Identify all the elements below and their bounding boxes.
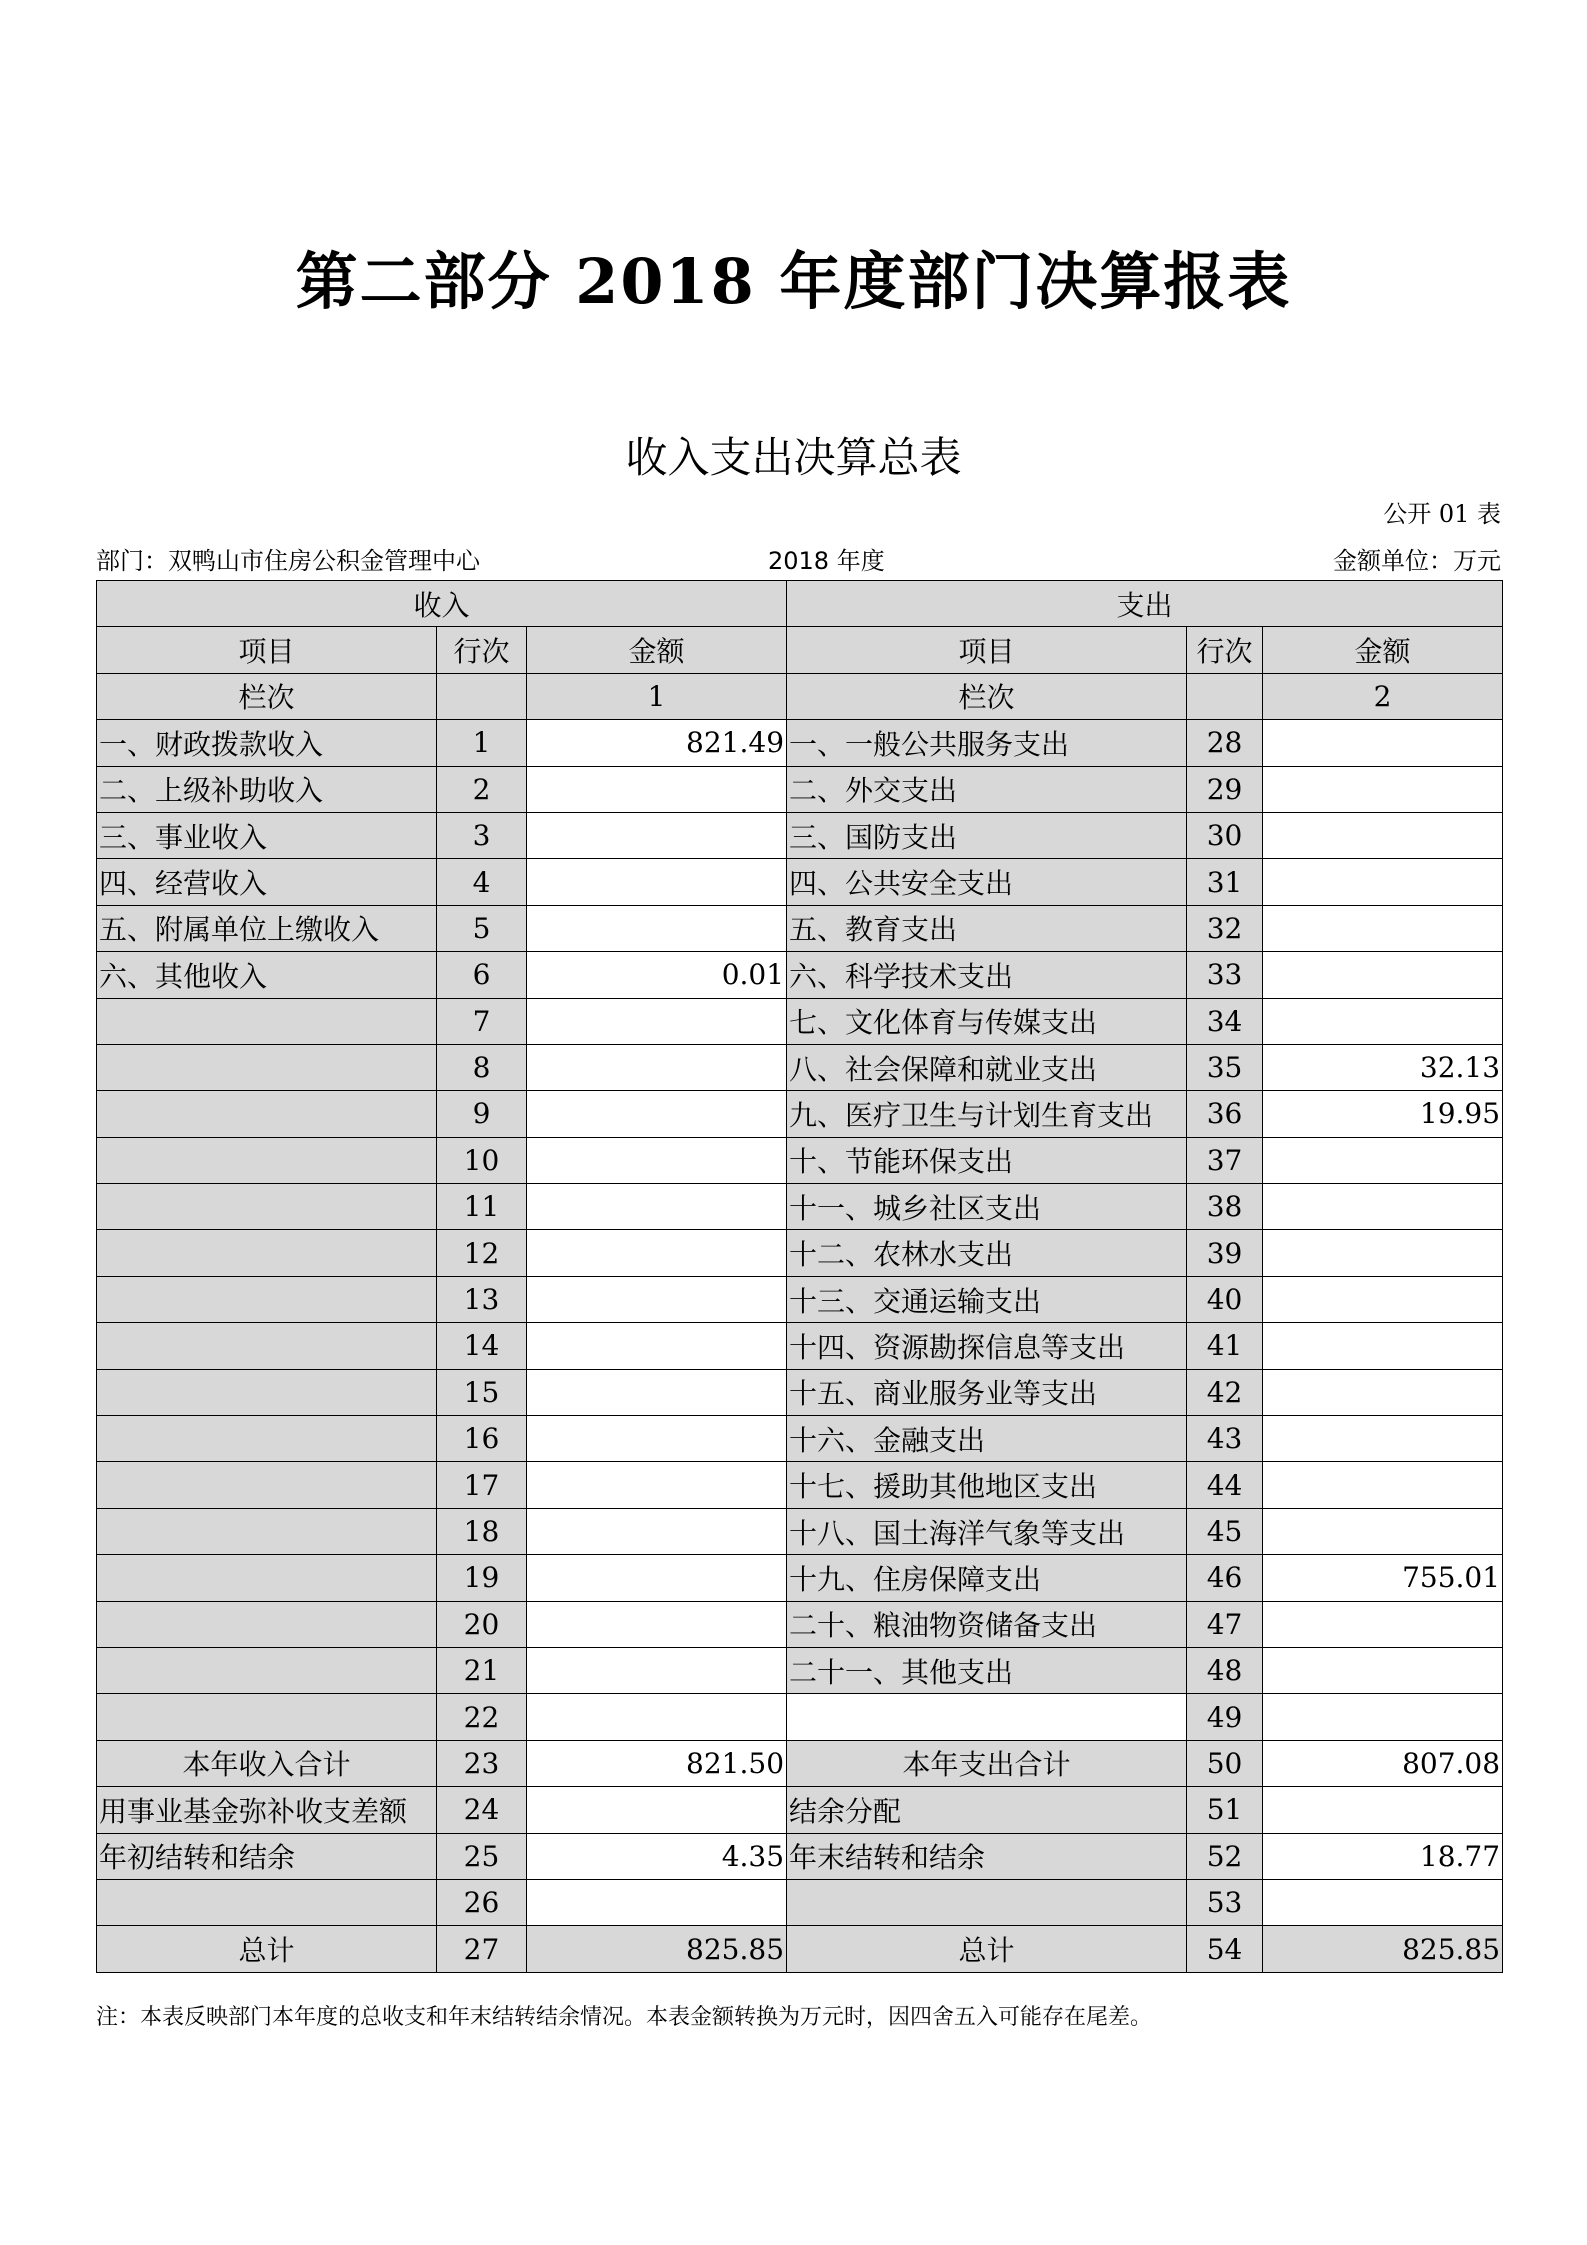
income-line-cell: 21 [437,1647,527,1693]
expense-item-cell: 十二、农林水支出 [787,1230,1187,1276]
expense-line-cell: 39 [1187,1230,1263,1276]
table-title: 收入支出决算总表 [625,433,962,482]
table-row [97,998,1503,1044]
expense-line-cell: 30 [1187,812,1263,858]
income-item-header: 项目 [97,627,437,673]
income-item-cell: 三、事业收入 [97,812,437,858]
expense-item-header: 项目 [787,627,1187,673]
expense-item-cell: 十五、商业服务业等支出 [787,1369,1187,1415]
income-line-cell: 22 [437,1694,527,1740]
table-row [97,720,1503,766]
expense-item-cell: 十七、援助其他地区支出 [787,1462,1187,1508]
income-item-cell [97,1137,437,1183]
expense-line-cell: 34 [1187,998,1263,1044]
expense-amount-cell [1263,1416,1503,1462]
expense-line-header: 行次 [1187,627,1263,673]
expense-amount-cell [1263,1787,1503,1833]
income-item-cell [97,1555,437,1601]
expense-amount-cell [1263,1369,1503,1415]
expense-item-cell: 总计 [787,1926,1187,1972]
expense-line-cell: 37 [1187,1137,1263,1183]
income-item-cell [97,1879,437,1925]
expense-amount-cell [1263,1184,1503,1230]
header-row-section [97,581,1503,627]
income-item-cell [97,1647,437,1693]
table-row [97,766,1503,812]
table-row [97,1694,1503,1740]
form-number: 公开 01 表 [1383,500,1501,528]
income-item-cell: 二、上级补助收入 [97,766,437,812]
expense-line-cell: 35 [1187,1044,1263,1090]
expense-line-cell: 51 [1187,1787,1263,1833]
income-line-cell: 16 [437,1416,527,1462]
income-line-cell: 20 [437,1601,527,1647]
income-line-cell: 2 [437,766,527,812]
expense-line-cell: 50 [1187,1740,1263,1786]
income-amount-cell [527,1508,787,1554]
expense-amount-cell [1263,1601,1503,1647]
income-col-label: 栏次 [97,673,437,719]
expense-item-cell: 十四、资源勘探信息等支出 [787,1323,1187,1369]
expense-amount-cell [1263,1647,1503,1693]
income-line-cell: 4 [437,859,527,905]
footnote: 注：本表反映部门本年度的总收支和年末结转结余情况。本表金额转换为万元时，因四舍五入可能存在尾差。 [96,2005,1153,2030]
income-item-cell [97,1694,437,1740]
total-row [97,1833,1503,1879]
table-row [97,1044,1503,1090]
income-item-cell [97,1044,437,1090]
expense-line-cell: 43 [1187,1416,1263,1462]
table-row [97,952,1503,998]
expense-amount-cell [1263,720,1503,766]
income-line-cell: 11 [437,1184,527,1230]
income-amount-cell [527,812,787,858]
income-amount-cell [527,1044,787,1090]
year-label: 2018 年度 [768,547,885,575]
expense-item-cell: 十、节能环保支出 [787,1137,1187,1183]
income-amount-cell [527,1787,787,1833]
expense-item-cell: 年末结转和结余 [787,1833,1187,1879]
table-row [97,1230,1503,1276]
expense-item-cell [787,1879,1187,1925]
department-label: 部门：双鸭山市住房公积金管理中心 [96,547,480,575]
expense-amount-cell [1263,905,1503,951]
main-title: 第二部分 2018 年度部门决算报表 [295,245,1292,318]
income-line-cell: 6 [437,952,527,998]
expense-line-cell: 38 [1187,1184,1263,1230]
expense-line-cell: 46 [1187,1555,1263,1601]
expense-line-cell: 33 [1187,952,1263,998]
income-item-cell [97,1369,437,1415]
income-amount-cell [527,1555,787,1601]
table-row [97,905,1503,951]
income-amount-cell [527,1879,787,1925]
expense-item-cell: 七、文化体育与传媒支出 [787,998,1187,1044]
expense-amount-cell: 18.77 [1263,1833,1503,1879]
table-row [97,1601,1503,1647]
expense-header: 支出 [787,581,1503,627]
income-line-header: 行次 [437,627,527,673]
expense-item-cell: 十三、交通运输支出 [787,1276,1187,1322]
income-amount-cell [527,1276,787,1322]
income-line-cell: 17 [437,1462,527,1508]
income-amount-cell [527,998,787,1044]
expense-amount-cell: 825.85 [1263,1926,1503,1972]
income-item-cell [97,1230,437,1276]
expense-item-cell: 三、国防支出 [787,812,1187,858]
income-amount-cell [527,1601,787,1647]
income-item-cell: 四、经营收入 [97,859,437,905]
income-amount-cell: 821.50 [527,1740,787,1786]
income-amount-cell: 0.01 [527,952,787,998]
expense-amount-cell [1263,1230,1503,1276]
expense-line-cell: 41 [1187,1323,1263,1369]
expense-col-label: 栏次 [787,673,1187,719]
expense-amount-cell: 19.95 [1263,1091,1503,1137]
income-line-cell: 8 [437,1044,527,1090]
income-item-cell [97,1508,437,1554]
table-row [97,812,1503,858]
income-amount-cell [527,1091,787,1137]
income-item-cell: 用事业基金弥补收支差额 [97,1787,437,1833]
expense-item-cell: 六、科学技术支出 [787,952,1187,998]
income-amount-cell: 821.49 [527,720,787,766]
total-row [97,1879,1503,1925]
income-expense-table [96,580,1503,1973]
income-item-cell [97,1184,437,1230]
income-amount-cell [527,1694,787,1740]
income-amount-cell [527,1462,787,1508]
income-line-cell: 1 [437,720,527,766]
income-line-cell: 24 [437,1787,527,1833]
income-amount-cell [527,1184,787,1230]
income-line-cell: 26 [437,1879,527,1925]
expense-line-cell: 31 [1187,859,1263,905]
expense-line-cell: 48 [1187,1647,1263,1693]
income-col-blank [437,673,527,719]
income-header: 收入 [97,581,787,627]
expense-line-cell: 32 [1187,905,1263,951]
expense-line-cell: 52 [1187,1833,1263,1879]
expense-item-cell: 九、医疗卫生与计划生育支出 [787,1091,1187,1137]
table-row [97,1137,1503,1183]
expense-item-cell: 十九、住房保障支出 [787,1555,1187,1601]
expense-item-cell: 二十一、其他支出 [787,1647,1187,1693]
income-item-cell [97,998,437,1044]
income-amount-cell: 4.35 [527,1833,787,1879]
income-item-cell [97,1462,437,1508]
expense-col-blank [1187,673,1263,719]
income-line-cell: 13 [437,1276,527,1322]
table-row [97,1276,1503,1322]
expense-amount-cell [1263,1137,1503,1183]
income-item-cell: 一、财政拨款收入 [97,720,437,766]
income-amount-cell [527,1137,787,1183]
income-amount-header: 金额 [527,627,787,673]
expense-item-cell: 本年支出合计 [787,1740,1187,1786]
table-row [97,1647,1503,1693]
expense-amount-cell: 807.08 [1263,1740,1503,1786]
expense-amount-cell [1263,859,1503,905]
expense-line-cell: 29 [1187,766,1263,812]
expense-line-cell: 45 [1187,1508,1263,1554]
total-row [97,1740,1503,1786]
expense-item-cell: 十八、国土海洋气象等支出 [787,1508,1187,1554]
table-row [97,1508,1503,1554]
income-line-cell: 19 [437,1555,527,1601]
income-line-cell: 9 [437,1091,527,1137]
expense-amount-cell: 755.01 [1263,1555,1503,1601]
unit-label: 金额单位：万元 [1333,547,1501,575]
income-amount-cell [527,1323,787,1369]
table-row [97,1369,1503,1415]
income-line-cell: 25 [437,1833,527,1879]
income-line-cell: 27 [437,1926,527,1972]
income-line-cell: 3 [437,812,527,858]
expense-amount-cell [1263,1694,1503,1740]
expense-item-cell: 八、社会保障和就业支出 [787,1044,1187,1090]
expense-item-cell: 二、外交支出 [787,766,1187,812]
income-amount-cell [527,905,787,951]
income-line-cell: 23 [437,1740,527,1786]
expense-col-index: 2 [1263,673,1503,719]
expense-line-cell: 42 [1187,1369,1263,1415]
income-col-index: 1 [527,673,787,719]
expense-amount-cell [1263,1276,1503,1322]
expense-amount-cell [1263,1323,1503,1369]
income-line-cell: 10 [437,1137,527,1183]
header-row-columns [97,627,1503,673]
income-item-cell [97,1416,437,1462]
expense-amount-cell [1263,1462,1503,1508]
header-row-column-index [97,673,1503,719]
expense-line-cell: 47 [1187,1601,1263,1647]
table-row [97,1462,1503,1508]
expense-amount-cell: 32.13 [1263,1044,1503,1090]
income-item-cell [97,1091,437,1137]
income-item-cell: 六、其他收入 [97,952,437,998]
income-item-cell [97,1276,437,1322]
income-line-cell: 14 [437,1323,527,1369]
meta-row [96,541,1501,573]
table-row [97,1555,1503,1601]
expense-amount-cell [1263,1508,1503,1554]
income-item-cell: 总计 [97,1926,437,1972]
income-amount-cell [527,1647,787,1693]
income-item-cell: 五、附属单位上缴收入 [97,905,437,951]
expense-line-cell: 40 [1187,1276,1263,1322]
expense-line-cell: 28 [1187,720,1263,766]
table-row [97,1323,1503,1369]
expense-amount-cell [1263,952,1503,998]
expense-line-cell: 49 [1187,1694,1263,1740]
expense-item-cell: 结余分配 [787,1787,1187,1833]
expense-item-cell: 五、教育支出 [787,905,1187,951]
income-line-cell: 7 [437,998,527,1044]
expense-amount-cell [1263,998,1503,1044]
income-item-cell: 本年收入合计 [97,1740,437,1786]
expense-item-cell: 四、公共安全支出 [787,859,1187,905]
income-amount-cell [527,1369,787,1415]
expense-amount-cell [1263,812,1503,858]
total-row [97,1926,1503,1972]
expense-amount-header: 金额 [1263,627,1503,673]
expense-item-cell: 十一、城乡社区支出 [787,1184,1187,1230]
expense-line-cell: 36 [1187,1091,1263,1137]
total-row [97,1787,1503,1833]
income-amount-cell [527,1230,787,1276]
income-line-cell: 5 [437,905,527,951]
income-line-cell: 12 [437,1230,527,1276]
table-row [97,1416,1503,1462]
expense-amount-cell [1263,766,1503,812]
income-item-cell [97,1323,437,1369]
income-item-cell: 年初结转和结余 [97,1833,437,1879]
table-row [97,859,1503,905]
expense-line-cell: 54 [1187,1926,1263,1972]
expense-item-cell: 十六、金融支出 [787,1416,1187,1462]
income-amount-cell [527,859,787,905]
income-amount-cell [527,766,787,812]
expense-line-cell: 53 [1187,1879,1263,1925]
income-item-cell [97,1601,437,1647]
expense-item-cell: 一、一般公共服务支出 [787,720,1187,766]
income-amount-cell [527,1416,787,1462]
expense-line-cell: 44 [1187,1462,1263,1508]
income-amount-cell: 825.85 [527,1926,787,1972]
table-row [97,1184,1503,1230]
expense-item-cell [787,1694,1187,1740]
expense-amount-cell [1263,1879,1503,1925]
income-line-cell: 15 [437,1369,527,1415]
expense-item-cell: 二十、粮油物资储备支出 [787,1601,1187,1647]
table-row [97,1091,1503,1137]
income-line-cell: 18 [437,1508,527,1554]
